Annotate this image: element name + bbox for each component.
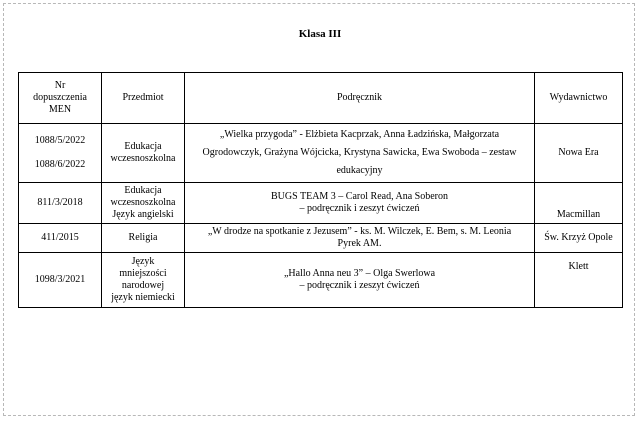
header-subject: Przedmiot [102,73,185,124]
cell-subject [102,124,185,183]
cell-subject-line: Religia [128,232,158,243]
cell-textbook-line: „W drodze na spotkanie z Jezusem” - ks. M. Wilczek, E. Bem, s. M. Leonia [207,226,512,237]
cell-textbook-line: – podręcznik i zeszyt ćwiczeń [299,280,420,291]
table-row [19,253,623,308]
header-nr [19,73,102,124]
cell-subject-line: wczesnoszkolna [110,153,176,164]
cell-nr [19,124,102,183]
cell-nr [19,224,102,253]
cell-subject [102,183,185,224]
cell-textbook-line: „Wielka przygoda” - Elżbieta Kacprzak, Anna Ładzińska, Małgorzata [219,129,500,140]
page-title: Klasa III [298,28,342,40]
table-row [19,183,623,224]
cell-textbook-line: Ogrodowczyk, Grażyna Wójcicka, Krystyna Sawicka, Ewa Swoboda – zestaw [202,147,517,158]
table-row [19,124,623,183]
cell-nr-line: 1088/6/2022 [34,159,86,170]
cell-subject-line: Język angielski [112,209,174,220]
cell-textbook-line: – podręcznik i zeszyt ćwiczeń [299,203,420,214]
cell-nr-line: 811/3/2018 [37,197,83,208]
cell-subject-line: język niemiecki [111,292,175,303]
cell-publisher: Nowa Era [535,124,623,183]
header-publisher: Wydawnictwo [535,73,623,124]
cell-subject-line: mniejszości [119,268,167,279]
cell-textbook-line: edukacyjny [336,165,383,176]
cell-subject-line: Edukacja [124,185,162,196]
cell-subject-line: Język [131,256,155,267]
cell-publisher: Klett [535,253,623,308]
cell-subject-line: Edukacja [124,141,162,152]
table-row [19,224,623,253]
cell-nr [19,183,102,224]
header-nr-line: dopuszczenia [33,92,87,103]
cell-nr-line: 411/2015 [41,232,79,243]
table-header-row [19,73,623,124]
textbook-table [18,72,623,308]
cell-publisher: Św. Krzyż Opole [535,224,623,253]
cell-textbook-line: BUGS TEAM 3 – Carol Read, Ana Soberon [270,191,449,202]
header-nr-line: Nr [54,80,66,91]
cell-textbook [185,224,535,253]
header-nr-line: MEN [48,104,72,115]
cell-publisher: Macmillan [535,183,623,224]
cell-subject-line: wczesnoszkolna [110,197,176,208]
cell-subject-line: narodowej [121,280,165,291]
cell-nr [19,253,102,308]
cell-nr-line: 1088/5/2022 [34,135,86,146]
cell-textbook [185,183,535,224]
header-textbook: Podręcznik [185,73,535,124]
cell-subject [102,253,185,308]
cell-textbook [185,124,535,183]
cell-textbook-line: Pyrek AM. [337,238,382,249]
cell-nr-line: 1098/3/2021 [34,274,86,285]
cell-textbook-line: „Hallo Anna neu 3” – Olga Swerlowa [283,268,436,279]
cell-textbook [185,253,535,308]
cell-subject [102,224,185,253]
